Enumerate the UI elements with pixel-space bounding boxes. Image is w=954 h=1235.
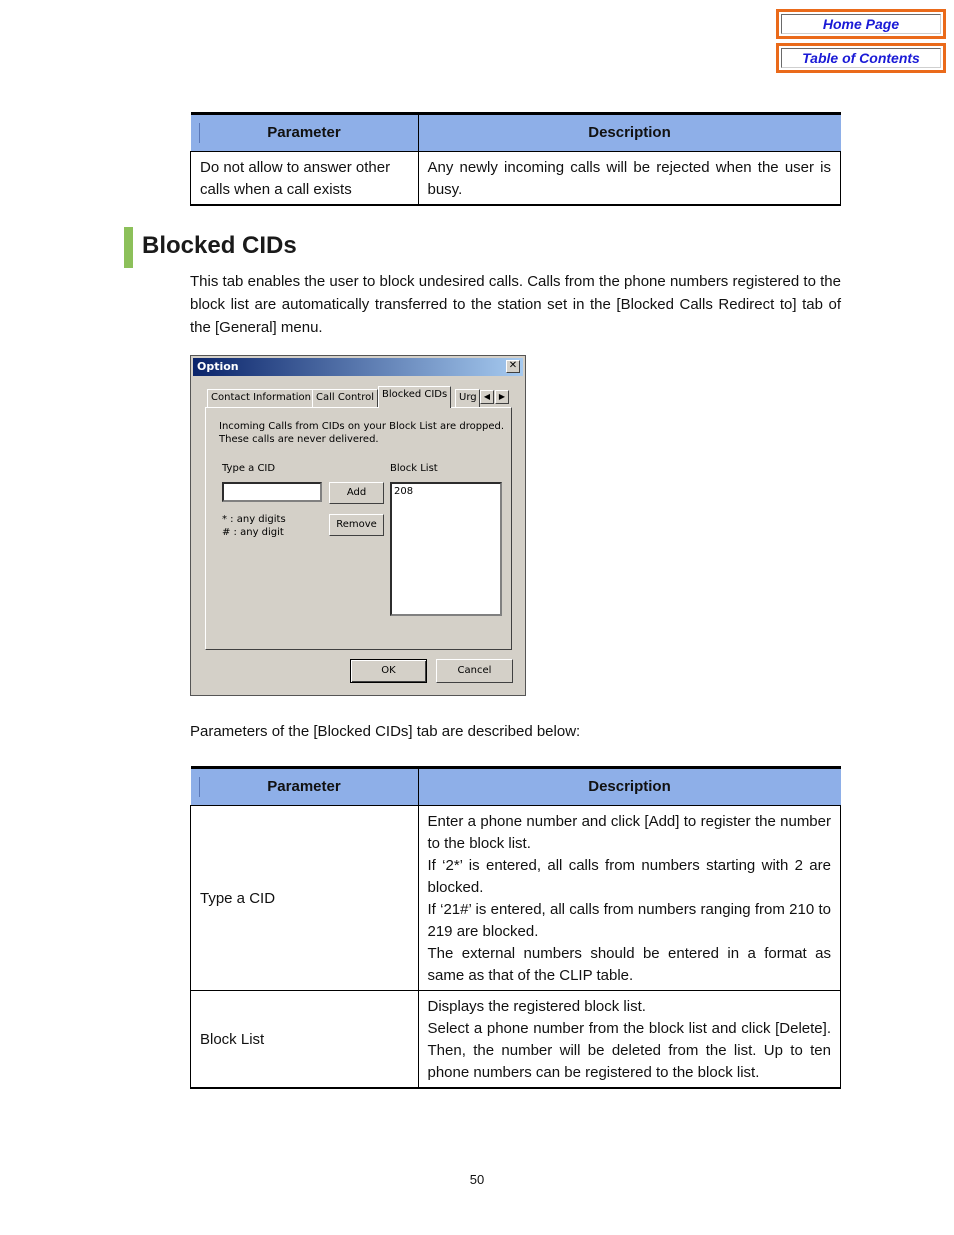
- list-item[interactable]: 208: [394, 486, 414, 497]
- info-line-2: These calls are never delivered.: [219, 434, 379, 445]
- tab-scroll-right-icon[interactable]: ▶: [495, 390, 509, 404]
- tab-call-control[interactable]: Call Control: [312, 389, 378, 407]
- page-number: 50: [469, 1172, 485, 1187]
- add-button[interactable]: Add: [329, 482, 384, 504]
- tab-blocked-cids[interactable]: Blocked CIDs: [378, 386, 451, 408]
- table-of-contents-label: Table of Contents: [781, 48, 941, 68]
- tab-scroll-left-icon[interactable]: ◀: [480, 390, 494, 404]
- close-icon[interactable]: ✕: [506, 360, 520, 373]
- info-line-1: Incoming Calls from CIDs on your Block List are dropped.: [219, 421, 505, 432]
- cancel-button[interactable]: Cancel: [436, 659, 513, 683]
- tab-urgent[interactable]: Urg: [455, 389, 480, 407]
- description-line: If ‘21#’ is entered, all calls from numbers ranging from 210 to 219 are blocked.: [427, 901, 831, 940]
- dialog-title: Option: [197, 360, 239, 373]
- parameter-cell: Type a CID: [191, 806, 419, 991]
- section-title: Blocked CIDs: [142, 232, 297, 259]
- section-intro: This tab enables the user to block undesired calls. Calls from the phone numbers registered to the block list are automatically transferred to the station set in the [Blocked Calls Redirect to] tab of the [General] menu.: [190, 273, 841, 336]
- column-header-parameter: Parameter: [191, 768, 419, 806]
- description-line: Enter a phone number and click [Add] to register the number to the block list.: [427, 813, 831, 852]
- parameters-intro: Parameters of the [Blocked CIDs] tab are described below:: [190, 723, 581, 740]
- hint-any-digits: * : any digits: [222, 514, 286, 525]
- table-row: [191, 806, 841, 991]
- home-page-label: Home Page: [781, 14, 941, 34]
- description-line: Displays the registered block list.: [427, 998, 646, 1015]
- description-line: If ‘2*’ is entered, all calls from numbers starting with 2 are blocked.: [427, 857, 831, 896]
- cid-input[interactable]: [222, 482, 322, 502]
- block-list-label: Block List: [390, 463, 438, 474]
- ok-button[interactable]: OK: [350, 659, 427, 683]
- description-cell: Any newly incoming calls will be rejected when the user is busy.: [418, 152, 841, 206]
- parameter-cell: Do not allow to answer other calls when a call exists: [191, 152, 419, 206]
- remove-button[interactable]: Remove: [329, 514, 384, 536]
- parameter-cell: Block List: [191, 991, 419, 1089]
- parameter-table-call-control: [190, 112, 841, 206]
- dialog-titlebar: [193, 358, 523, 376]
- description-cell: [418, 806, 841, 991]
- option-dialog-screenshot: [190, 355, 526, 696]
- column-header-parameter: Parameter: [191, 114, 419, 152]
- description-line: Select a phone number from the block list and click [Delete]. Then, the number will be deleted from the list. Up to ten phone numbers can be registered to the block list.: [427, 1020, 831, 1081]
- hint-any-digit: # : any digit: [222, 527, 284, 538]
- column-header-description: Description: [418, 768, 841, 806]
- table-row: [191, 991, 841, 1089]
- description-line: The external numbers should be entered in a format as same as that of the CLIP table.: [427, 945, 831, 984]
- column-header-description: Description: [418, 114, 841, 152]
- parameter-table-blocked-cids: [190, 766, 841, 1089]
- section-marker: [124, 227, 133, 268]
- table-of-contents-button[interactable]: [776, 43, 946, 73]
- tab-contact-information[interactable]: Contact Information: [207, 389, 315, 407]
- table-row: [191, 152, 841, 206]
- type-cid-label: Type a CID: [222, 463, 276, 474]
- block-list[interactable]: [390, 482, 502, 616]
- home-page-button[interactable]: [776, 9, 946, 39]
- description-cell: [418, 991, 841, 1089]
